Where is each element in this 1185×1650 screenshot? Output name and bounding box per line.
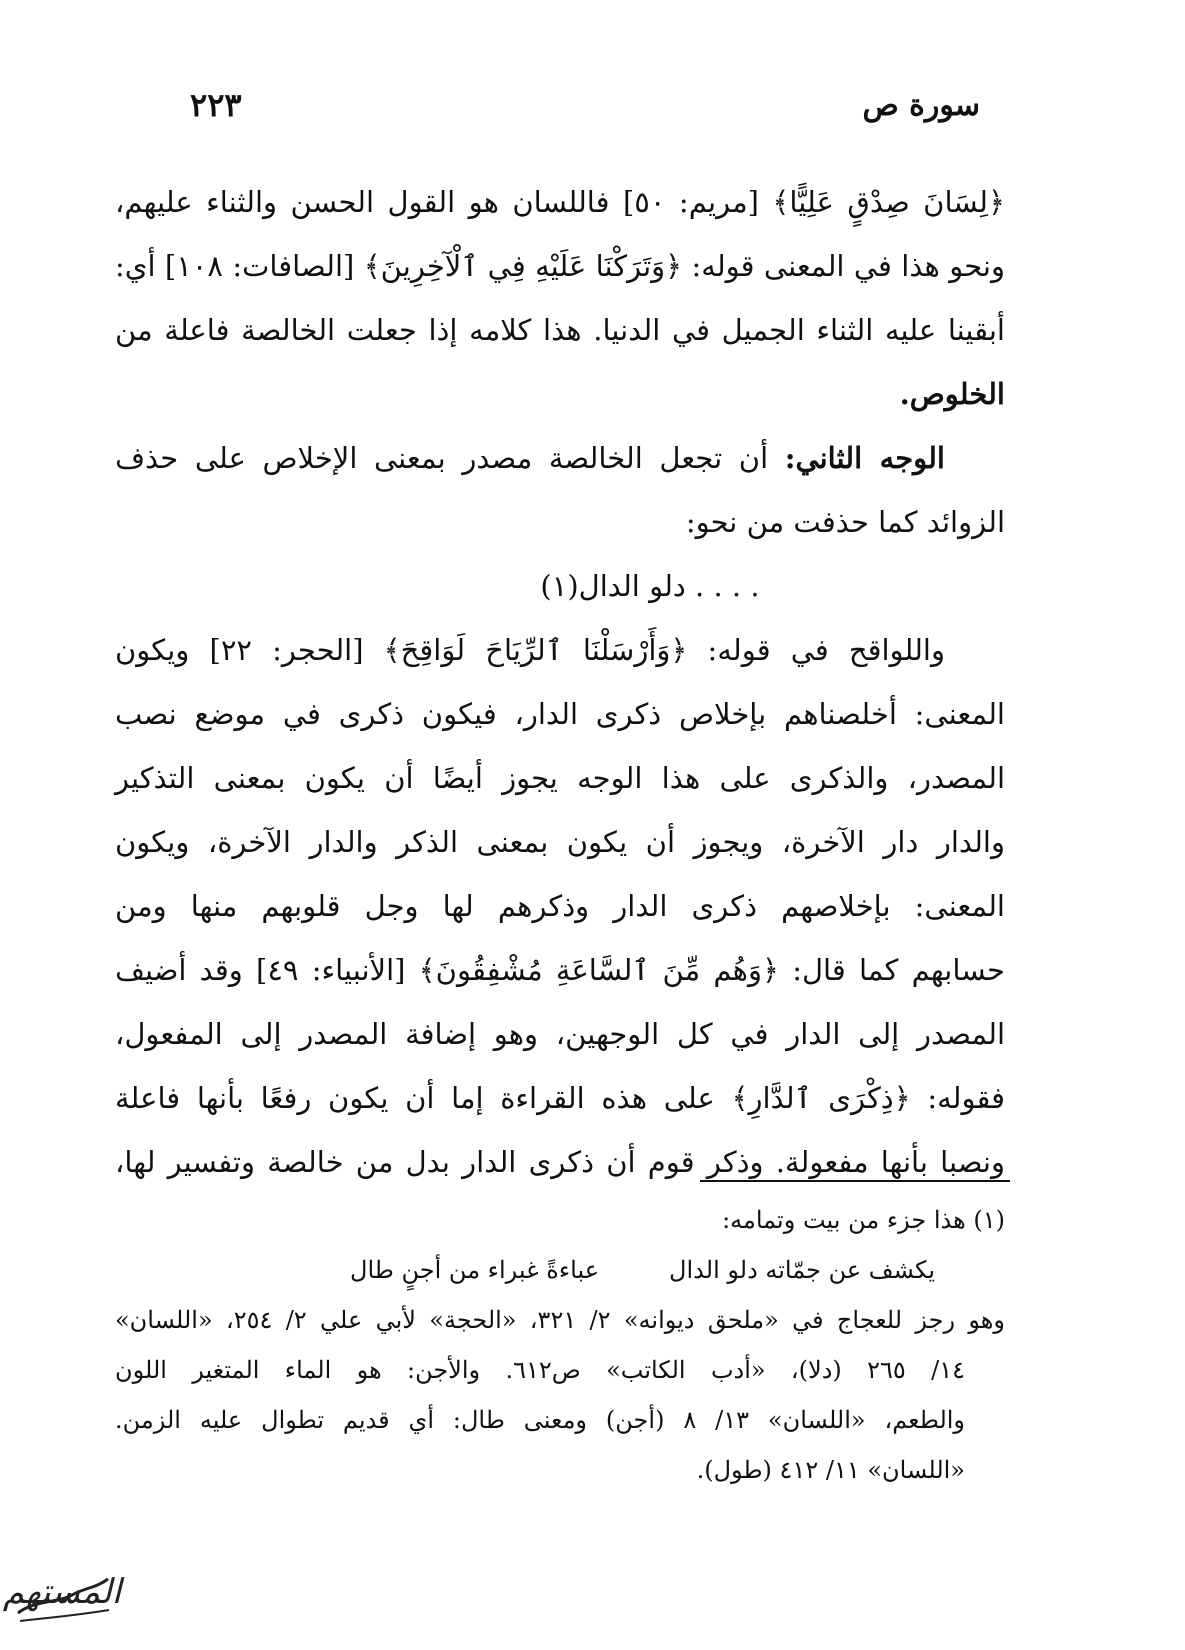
body-line: المصدر إلى الدار في كل الوجهين، وهو إضافة المصدر إلى المفعول، (115, 1017, 1005, 1051)
footnote-line: والطعم، «اللسان» ١٣/ ٨ (أجن) ومعنى طال: أي قديم تطوال عليه الزمن. (115, 1406, 966, 1434)
footnote-divider (700, 1180, 1010, 1182)
body-line: والدار دار الآخرة، ويجوز أن يكون بمعنى الذكر والدار الآخرة، ويكون (115, 825, 1005, 859)
body-line: ونحو هذا في المعنى قوله: ﴿وَتَرَكْنَا عَلَيْهِ فِي ٱلْآخِرِينَ﴾ [الصافات: ١٠٨] أي: (115, 249, 1005, 283)
footnote-line: ١٤/ ٢٦٥ (دلا)، «أدب الكاتب» ص٦١٢. والأجن: هو الماء المتغير اللون (115, 1356, 965, 1384)
body-line: أبقينا عليه الثناء الجميل في الدنيا. هذا كلامه إذا جعلت الخالصة فاعلة من (115, 313, 1005, 347)
logo-text: المستهم (2, 1572, 122, 1612)
body-line-second-aspect (115, 426, 1005, 490)
body-line: المعنى: أخلصناهم بإخلاص ذكرى الدار، فيكون ذكرى في موضع نصب (115, 697, 1005, 731)
body-line: ونصبا بأنها مفعولة. وذكر قوم أن ذكرى الدار بدل من خالصة وتفسير لها، (115, 1145, 1005, 1179)
footnote-poem (115, 1245, 1005, 1295)
footnote-intro: (١) هذا جزء من بيت وتمامه: (722, 1206, 1005, 1234)
page-header (190, 80, 980, 130)
second-aspect-text: أن تجعل الخالصة مصدر بمعنى الإخلاص على حذف (115, 441, 769, 475)
body-line: الخلوص. (899, 377, 1005, 411)
body-line: المعنى: بإخلاصهم ذكرى الدار وذكرهم لها وجل قلوبهم منها ومن (115, 889, 1005, 923)
footnote-line: «اللسان» ١١/ ٤١٢ (طول). (696, 1456, 965, 1484)
body-line: الزوائد كما حذفت من نحو: (685, 505, 1005, 539)
poem-first-hemistich: يكشف عن جمّاته دلو الدال (669, 1256, 935, 1284)
body-line: حسابهم كما قال: ﴿وَهُم مِّنَ ٱلسَّاعَةِ مُشْفِقُونَ﴾ [الأنبياء: ٤٩] وقد أضيف (115, 953, 1005, 987)
verse-fragment: . . . . دلو الدال(١) (540, 569, 760, 603)
publisher-logo (2, 1555, 122, 1635)
footnote-line: وهو رجز للعجاج في «ملحق ديوانه» ٢/ ٣٢١، «الحجة» لأبي علي ٢/ ٢٥٤، «اللسان» (115, 1306, 1005, 1334)
surah-title: سورة ص (862, 87, 980, 123)
main-text (115, 170, 1005, 1194)
footnotes (115, 1195, 1005, 1495)
body-line: المصدر، والذكرى على هذا الوجه يجوز أيضًا أن يكون بمعنى التذكير (115, 761, 1005, 795)
page-number: ٢٢٣ (190, 86, 242, 124)
body-line: ﴿لِسَانَ صِدْقٍ عَلِيًّا﴾ [مريم: ٥٠] فاللسان هو القول الحسن والثناء عليهم، (115, 185, 1005, 219)
poem-second-hemistich: عباءةً غبراء من أجنٍ طال (350, 1256, 600, 1284)
body-line: فقوله: ﴿ذِكْرَى ٱلدَّارِ﴾ على هذه القراءة إما أن يكون رفعًا بأنها فاعلة (115, 1081, 1005, 1115)
body-line: واللواقح في قوله: ﴿وَأَرْسَلْنَا ٱلرِّيَاحَ لَوَاقِحَ﴾ [الحجر: ٢٢] ويكون (115, 633, 945, 667)
second-aspect-label: الوجه الثاني: (784, 441, 945, 475)
